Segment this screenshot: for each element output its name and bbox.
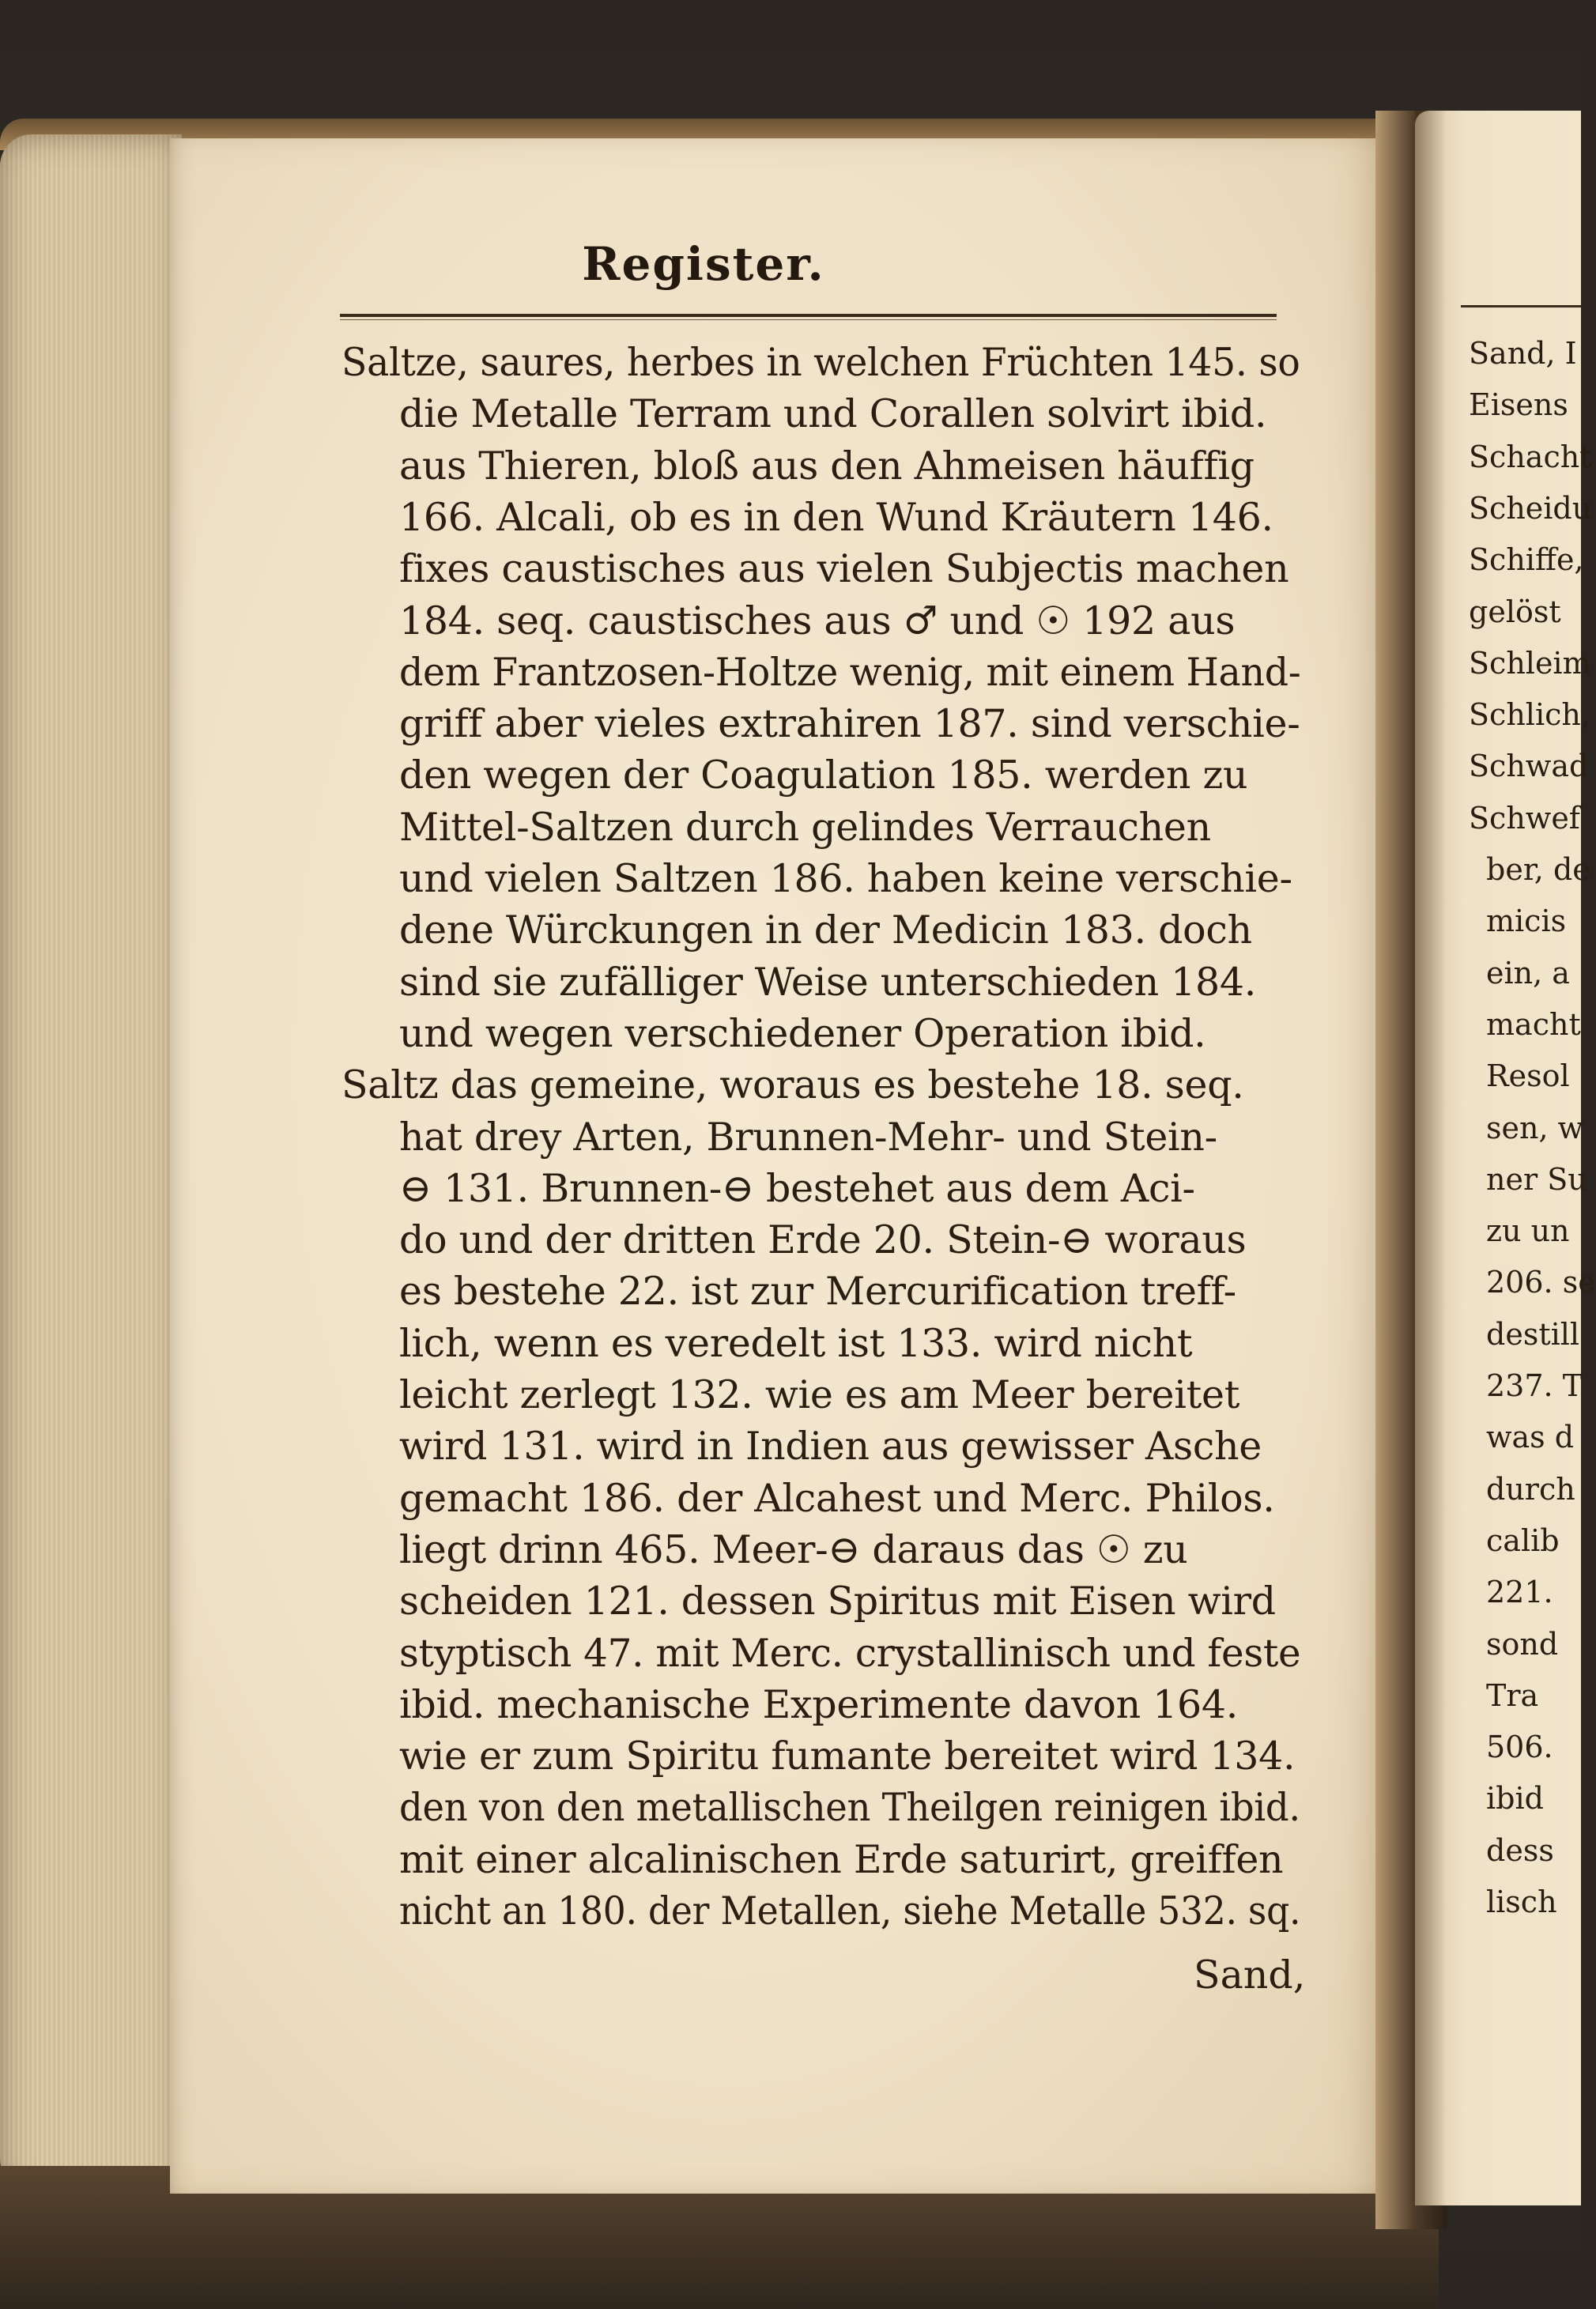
text-line: scheiden 121. dessen Spiritus mit Eisen wird xyxy=(399,1579,1276,1624)
right-text-line: Schiffe, xyxy=(1469,542,1584,578)
right-text-line: ein, a xyxy=(1486,955,1570,990)
right-text-line: Tra xyxy=(1486,1677,1539,1713)
text-line: lich, wenn es veredelt ist 133. wird nicht xyxy=(399,1320,1193,1366)
text-line: Saltz das gemeine, woraus es bestehe 18. seq. xyxy=(341,1062,1244,1108)
text-line: und wegen verschiedener Operation ibid. xyxy=(399,1010,1206,1056)
text-line: hat drey Arten, Brunnen-Mehr- und Stein- xyxy=(399,1114,1217,1160)
right-text-line: gelöst xyxy=(1469,594,1561,629)
right-text-line: macht xyxy=(1486,1006,1581,1042)
right-text-line: Schacht xyxy=(1469,439,1592,474)
text-line: 184. seq. caustisches aus ♂ und ☉ 192 aus xyxy=(399,598,1236,643)
right-text-line: Schlich, xyxy=(1469,697,1590,733)
text-line: den wegen der Coagulation 185. werden zu xyxy=(399,753,1248,798)
right-page-rule xyxy=(1461,305,1581,307)
right-text-line: Schwef xyxy=(1469,800,1580,836)
text-line: do und der dritten Erde 20. Stein-⊖ woraus xyxy=(399,1217,1247,1263)
text-line: Mittel-Saltzen durch gelindes Verrauchen xyxy=(399,804,1211,850)
right-text-line: zu un xyxy=(1486,1213,1570,1249)
text-line: die Metalle Terram und Corallen solvirt ibid. xyxy=(399,391,1267,437)
right-text-line: calib xyxy=(1486,1522,1560,1558)
text-line: nicht an 180. der Metallen, siehe Metalle 532. sq. xyxy=(399,1888,1301,1934)
right-text-line: ber, de xyxy=(1486,852,1590,887)
text-line: aus Thieren, bloß aus den Ahmeisen häuffig xyxy=(399,443,1255,489)
heading-rule-thin xyxy=(340,319,1277,320)
right-text-line: ner Su xyxy=(1486,1161,1587,1197)
text-line: dem Frantzosen-Holtze wenig, mit einem Hand- xyxy=(399,649,1301,695)
text-line: Saltze, saures, herbes in welchen Früchten 145. so xyxy=(341,340,1300,385)
right-text-line: Sand, I xyxy=(1469,336,1577,371)
right-text-line: 506. xyxy=(1486,1730,1553,1765)
right-text-line: 221. xyxy=(1486,1575,1553,1610)
right-text-line: 206. se xyxy=(1486,1265,1596,1300)
text-line: dene Würckungen in der Medicin 183. doch xyxy=(399,907,1252,953)
text-line: den von den metallischen Theilgen reinigen ibid. xyxy=(399,1785,1300,1831)
right-text-line: 237. T xyxy=(1486,1368,1583,1403)
right-text-line: Schwad xyxy=(1469,749,1589,784)
text-line: leicht zerlegt 132. wie es am Meer bereitet xyxy=(399,1372,1240,1417)
right-text-line: ibid xyxy=(1486,1781,1544,1817)
right-text-line: was d xyxy=(1486,1420,1575,1455)
text-line: styptisch 47. mit Merc. crystallinisch und feste xyxy=(399,1630,1301,1676)
right-text-line: Eisens xyxy=(1469,387,1568,423)
text-line: ⊖ 131. Brunnen-⊖ bestehet aus dem Aci- xyxy=(399,1165,1195,1211)
catchword: Sand, xyxy=(1194,1952,1306,1998)
page-heading: Register. xyxy=(582,237,825,291)
text-line: und vielen Saltzen 186. haben keine verschie- xyxy=(399,856,1292,901)
text-line: fixes caustisches aus vielen Subjectis machen xyxy=(399,546,1289,592)
right-page-shadow xyxy=(1415,111,1447,2205)
text-line: sind sie zufälliger Weise unterschieden 184. xyxy=(399,959,1257,1005)
text-line: 166. Alcali, ob es in den Wund Kräutern 146. xyxy=(399,494,1273,540)
right-text-line: Schleim xyxy=(1469,645,1591,681)
heading-rule xyxy=(340,314,1277,317)
right-text-line: sen, w xyxy=(1486,1110,1584,1145)
text-line: wird 131. wird in Indien aus gewisser Asche xyxy=(399,1424,1262,1470)
text-line: gemacht 186. der Alcahest und Merc. Philos. xyxy=(399,1475,1275,1521)
right-text-line: micis xyxy=(1486,904,1567,939)
book-fore-edge xyxy=(0,134,182,2205)
text-line: mit einer alcalinischen Erde saturirt, greiffen xyxy=(399,1836,1284,1882)
right-text-line: dess xyxy=(1486,1832,1554,1868)
right-text-line: sond xyxy=(1486,1626,1559,1662)
text-line: wie er zum Spiritu fumante bereitet wird 134. xyxy=(399,1734,1296,1779)
right-text-line: destill xyxy=(1486,1316,1580,1352)
text-line: ibid. mechanische Experimente davon 164. xyxy=(399,1681,1238,1727)
right-text-line: durch xyxy=(1486,1471,1575,1507)
right-text-line: Scheidu xyxy=(1469,490,1592,526)
text-line: es bestehe 22. ist zur Mercurification treff- xyxy=(399,1269,1236,1315)
text-line: liegt drinn 465. Meer-⊖ daraus das ☉ zu xyxy=(399,1526,1188,1572)
right-text-line: lisch xyxy=(1486,1885,1557,1919)
text-line: griff aber vieles extrahiren 187. sind verschie- xyxy=(399,701,1300,747)
right-text-line: Resol xyxy=(1486,1058,1570,1094)
